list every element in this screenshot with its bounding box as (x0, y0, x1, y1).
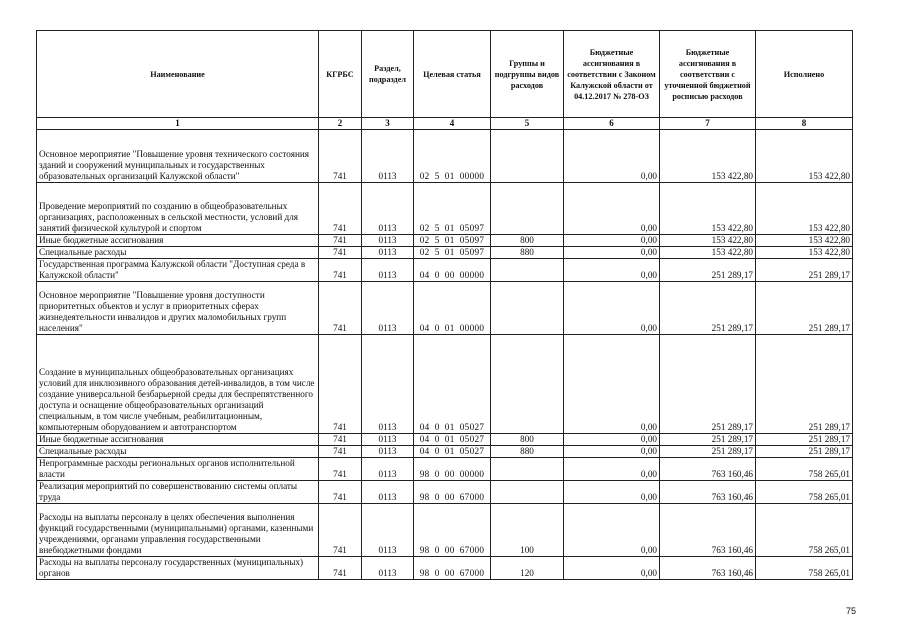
row-executed: 758 265,01 (756, 504, 853, 557)
row-executed: 153 422,80 (756, 247, 853, 259)
row-name: Специальные расходы (37, 446, 319, 458)
column-number: 5 (491, 118, 564, 130)
row-kgrbs: 741 (319, 247, 362, 259)
row-executed: 251 289,17 (756, 335, 853, 434)
table-row (37, 335, 853, 434)
header-budget-list: Бюджетные ассигнования в соответствии с уточненной бюджетной росписью расходов (660, 31, 756, 118)
row-group: 800 (491, 434, 564, 446)
row-section: 0113 (362, 504, 414, 557)
page-number: 75 (846, 606, 857, 616)
row-group: 100 (491, 504, 564, 557)
table-row (37, 130, 853, 183)
table-row (37, 504, 853, 557)
row-target: 02 5 01 05097 (414, 183, 491, 235)
row-budget-law: 0,00 (564, 446, 660, 458)
row-group (491, 183, 564, 235)
column-number: 3 (362, 118, 414, 130)
row-name: Непрограммные расходы региональных органов исполнительной власти (37, 458, 319, 481)
row-budget-law: 0,00 (564, 458, 660, 481)
row-budget-law: 0,00 (564, 235, 660, 247)
row-executed: 758 265,01 (756, 557, 853, 580)
column-number: 8 (756, 118, 853, 130)
row-executed: 251 289,17 (756, 282, 853, 335)
row-target: 02 5 01 05097 (414, 247, 491, 259)
table-row (37, 235, 853, 247)
table-row (37, 434, 853, 446)
row-section: 0113 (362, 335, 414, 434)
row-group (491, 282, 564, 335)
row-name: Иные бюджетные ассигнования (37, 235, 319, 247)
row-budget-law: 0,00 (564, 335, 660, 434)
row-budget-list: 251 289,17 (660, 282, 756, 335)
row-section: 0113 (362, 282, 414, 335)
column-number: 2 (319, 118, 362, 130)
row-group (491, 458, 564, 481)
row-name: Расходы на выплаты персоналу государственных (муниципальных) органов (37, 557, 319, 580)
row-kgrbs: 741 (319, 557, 362, 580)
row-name: Реализация мероприятий по совершенствованию системы оплаты труда (37, 481, 319, 504)
row-executed: 153 422,80 (756, 235, 853, 247)
row-kgrbs: 741 (319, 504, 362, 557)
row-name: Специальные расходы (37, 247, 319, 259)
row-target: 98 0 00 67000 (414, 481, 491, 504)
table-row (37, 282, 853, 335)
row-section: 0113 (362, 247, 414, 259)
row-budget-list: 251 289,17 (660, 434, 756, 446)
row-section: 0113 (362, 434, 414, 446)
row-group (491, 130, 564, 183)
row-section: 0113 (362, 481, 414, 504)
column-number: 7 (660, 118, 756, 130)
row-section: 0113 (362, 557, 414, 580)
row-kgrbs: 741 (319, 235, 362, 247)
row-target: 98 0 00 67000 (414, 557, 491, 580)
row-executed: 758 265,01 (756, 481, 853, 504)
row-budget-list: 153 422,80 (660, 130, 756, 183)
table-row (37, 259, 853, 282)
row-target: 02 5 01 05097 (414, 235, 491, 247)
budget-table (36, 30, 853, 580)
row-budget-list: 763 160,46 (660, 458, 756, 481)
row-executed: 153 422,80 (756, 183, 853, 235)
header-name: Наименование (37, 31, 319, 118)
row-budget-list: 763 160,46 (660, 481, 756, 504)
row-kgrbs: 741 (319, 335, 362, 434)
row-group: 800 (491, 235, 564, 247)
header-groups: Группы и подгруппы видов расходов (491, 31, 564, 118)
row-section: 0113 (362, 458, 414, 481)
row-target: 02 5 01 00000 (414, 130, 491, 183)
row-budget-list: 251 289,17 (660, 259, 756, 282)
row-budget-law: 0,00 (564, 434, 660, 446)
row-group: 880 (491, 446, 564, 458)
row-budget-list: 251 289,17 (660, 335, 756, 434)
row-kgrbs: 741 (319, 481, 362, 504)
row-name: Основное мероприятие "Повышение уровня технического состояния зданий и сооружений муниципальных и государственных образовательных организаций Калужской области" (37, 130, 319, 183)
row-target: 98 0 00 00000 (414, 458, 491, 481)
row-budget-law: 0,00 (564, 259, 660, 282)
row-group: 880 (491, 247, 564, 259)
row-target: 04 0 00 00000 (414, 259, 491, 282)
header-budget-law: Бюджетные ассигнования в соответствии с Законом Калужской области от 04.12.2017 № 278-ОЗ (564, 31, 660, 118)
header-row (37, 31, 853, 118)
row-budget-law: 0,00 (564, 481, 660, 504)
row-target: 04 0 01 05027 (414, 446, 491, 458)
row-target: 04 0 01 05027 (414, 335, 491, 434)
table-row (37, 446, 853, 458)
row-section: 0113 (362, 130, 414, 183)
row-group (491, 335, 564, 434)
column-number: 6 (564, 118, 660, 130)
row-name: Расходы на выплаты персоналу в целях обеспечения выполнения функций государственными (муниципальными) органами, казенными учреждениями, органами управления государственными внебюджетными фондами (37, 504, 319, 557)
column-number: 4 (414, 118, 491, 130)
row-kgrbs: 741 (319, 259, 362, 282)
table-row (37, 183, 853, 235)
row-target: 04 0 01 00000 (414, 282, 491, 335)
row-kgrbs: 741 (319, 458, 362, 481)
row-name: Государственная программа Калужской области "Доступная среда в Калужской области" (37, 259, 319, 282)
row-executed: 251 289,17 (756, 434, 853, 446)
table-row (37, 557, 853, 580)
row-executed: 251 289,17 (756, 259, 853, 282)
row-budget-law: 0,00 (564, 282, 660, 335)
row-section: 0113 (362, 259, 414, 282)
row-section: 0113 (362, 183, 414, 235)
row-executed: 758 265,01 (756, 458, 853, 481)
table-row (37, 458, 853, 481)
row-kgrbs: 741 (319, 130, 362, 183)
row-name: Иные бюджетные ассигнования (37, 434, 319, 446)
row-group (491, 259, 564, 282)
row-executed: 153 422,80 (756, 130, 853, 183)
row-executed: 251 289,17 (756, 446, 853, 458)
row-name: Проведение мероприятий по созданию в общеобразовательных организациях, расположенных в сельской местности, условий для занятий физической культурой и спортом (37, 183, 319, 235)
row-budget-law: 0,00 (564, 130, 660, 183)
row-budget-list: 153 422,80 (660, 247, 756, 259)
row-group: 120 (491, 557, 564, 580)
row-budget-list: 251 289,17 (660, 446, 756, 458)
header-kgrbs: КГРБС (319, 31, 362, 118)
header-executed: Исполнено (756, 31, 853, 118)
row-group (491, 481, 564, 504)
row-budget-law: 0,00 (564, 557, 660, 580)
row-budget-list: 763 160,46 (660, 504, 756, 557)
row-target: 04 0 01 05027 (414, 434, 491, 446)
row-budget-list: 153 422,80 (660, 235, 756, 247)
table-row (37, 247, 853, 259)
row-target: 98 0 00 67000 (414, 504, 491, 557)
row-kgrbs: 741 (319, 446, 362, 458)
row-budget-list: 763 160,46 (660, 557, 756, 580)
header-section: Раздел, подраздел (362, 31, 414, 118)
row-kgrbs: 741 (319, 183, 362, 235)
row-section: 0113 (362, 235, 414, 247)
table-row (37, 481, 853, 504)
column-number: 1 (37, 118, 319, 130)
row-budget-list: 153 422,80 (660, 183, 756, 235)
row-kgrbs: 741 (319, 434, 362, 446)
column-number-row (37, 118, 853, 130)
row-kgrbs: 741 (319, 282, 362, 335)
row-name: Создание в муниципальных общеобразовательных организациях условий для инклюзивного образования детей-инвалидов, в том числе создание универсальной безбарьерной среды для беспрепятственного доступа и оснащение общеобразовательных организаций специальным, в том числе учебным, реабилитационным, компьютерным оборудованием и автотранспортом (37, 335, 319, 434)
row-section: 0113 (362, 446, 414, 458)
row-budget-law: 0,00 (564, 247, 660, 259)
header-target: Целевая статья (414, 31, 491, 118)
row-name: Основное мероприятие "Повышение уровня доступности приоритетных объектов и услуг в приоритетных сферах жизнедеятельности инвалидов и других маломобильных групп населения" (37, 282, 319, 335)
row-budget-law: 0,00 (564, 183, 660, 235)
row-budget-law: 0,00 (564, 504, 660, 557)
